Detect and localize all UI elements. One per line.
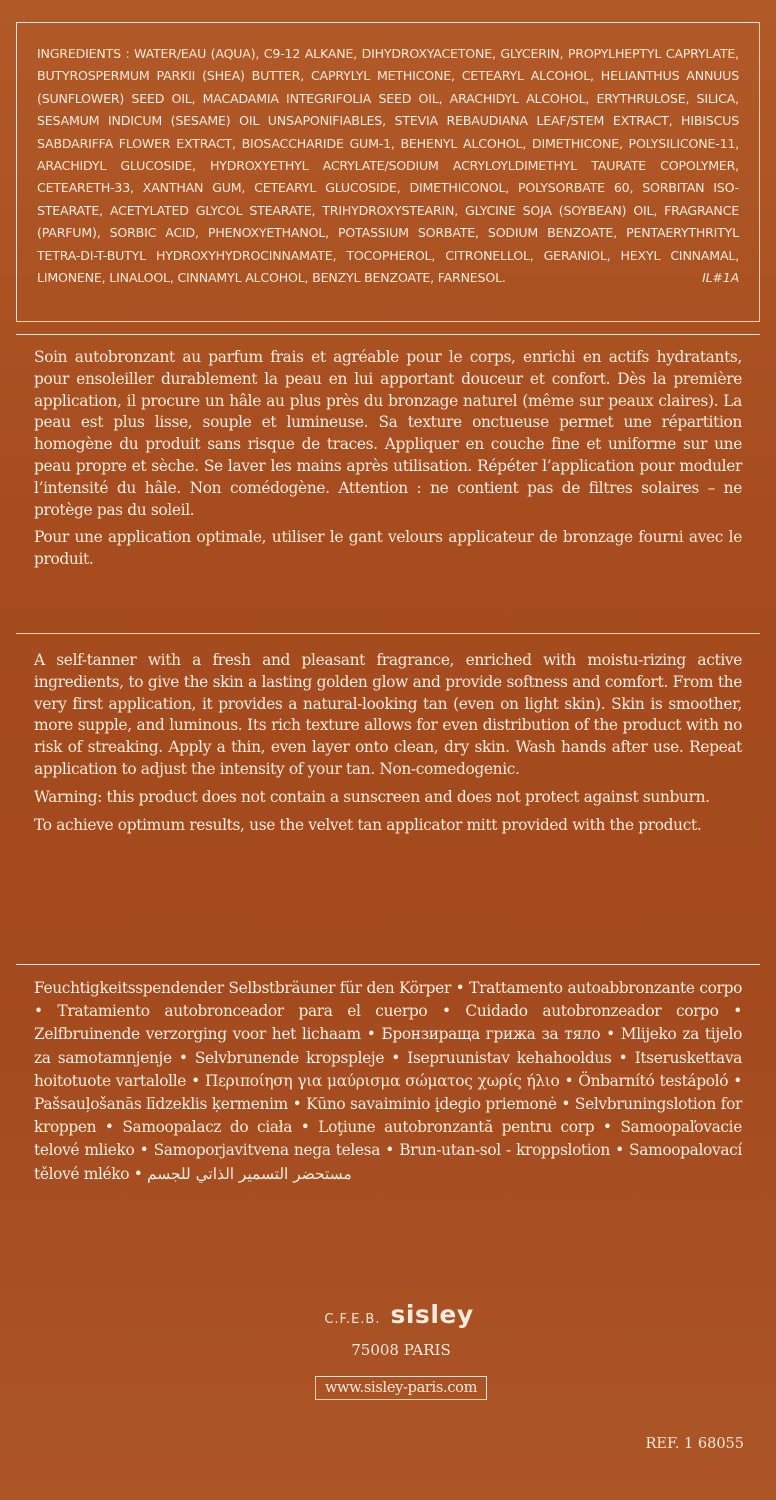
french-section: [16, 334, 760, 571]
french-tip: Pour une application optimale, utiliser le gant velours applicateur de bronzage fourni avec le produit.: [34, 528, 742, 569]
translations-section: [16, 964, 760, 1186]
footer: [0, 1300, 776, 1400]
website-link[interactable]: www.sisley-paris.com: [315, 1376, 487, 1400]
city-address: 75008 PARIS: [351, 1341, 451, 1359]
company-name: C.F.E.B.: [324, 1312, 381, 1327]
english-description: A self-tanner with a fresh and pleasant fragrance, enriched with moistu-rizing active ingredients, to give the skin a lasting golden glow and provide softness and comfort. From the very first application, it provides a natural-looking tan (even on light skin). Skin is smoother, more supple, and luminous. Its rich texture allows for even distribution of the product with no risk of streaking. Apply a thin, even layer onto clean, dry skin. Wash hands after use. Repeat application to adjust the intensity of your tan. Non-comedogenic.: [34, 651, 742, 778]
brand-line: [22, 1300, 776, 1329]
reference-number: REF. 1 68055: [645, 1436, 744, 1452]
english-tip: To achieve optimum results, use the velvet tan applicator mitt provided with the product.: [34, 815, 702, 834]
english-warning: Warning: this product does not contain a sunscreen and does not protect against sunburn.: [34, 787, 710, 806]
sisley-logo: sisley: [390, 1300, 474, 1329]
translations-text: Feuchtigkeitsspendender Selbstbräuner für den Körper • Trattamento autoabbronzante corpo • Tratamiento autobronceador para el cuerpo • Cuidado autobronzeador corpo • Zelfbruinende verzorging voor het lichaam • Бронзираща грижа за тяло • Mlijeko za tijelo za samotamnjenje • Selvbrunende kropspleje • Isepruunistav kehahooldus • Itseruskettava hoitotuote vartalolle • Περιποίηση για μαύρισμα σώματος χωρίς ήλιο • Önbarnító testápoló • Pašsauļošanās līdzeklis ķermenim • Kūno savaiminio įdegio priemonė • Selvbruningslotion for kroppen • Samoopalacz do ciała • Loţiune autobronzantă pentru corp • Samoopaľovacie telové mlieko • Samoporjavitvena nega telesa • Brun-utan-sol - kroppslotion • Samoopalovací tělové mléko • مستحضر التسمير الذاتي للجسم: [34, 979, 742, 1183]
english-section: [16, 633, 760, 836]
ingredients-list: [37, 43, 739, 289]
french-description: Soin autobronzant au parfum frais et agréable pour le corps, enrichi en actifs hydratants, pour ensoleiller durablement la peau en lui apportant douceur et confort. Dès la première application, il procure un hâle au plus près du bronzage naturel (même sur peaux claires). La peau est plus lisse, souple et lumineuse. Sa texture onctueuse permet une répartition homogène du produit sans risque de traces. Appliquer en couche fine et uniforme sur une peau propre et sèche. Se laver les mains après utilisation. Répéter l’application pour moduler l’intensité du hâle. Non comédogène. Attention : ne contient pas de filtres solaires – ne protège pas du soleil.: [34, 348, 742, 519]
ingredients-box: [16, 22, 760, 322]
ingredients-text: INGREDIENTS : WATER/EAU (AQUA), C9-12 ALKANE, DIHYDROXYACETONE, GLYCERIN, PROPYLHEPTYL CAPRYLATE, BUTYROSPERMUM PARKII (SHEA) BUTTER, CAPRYLYL METHICONE, CETEARYL ALCOHOL, HELIANTHUS ANNUUS (SUNFLOWER) SEED OIL, MACADAMIA INTEGRIFOLIA SEED OIL, ARACHIDYL ALCOHOL, ERYTHRULOSE, SILICA, SESAMUM INDICUM (SESAME) OIL UNSAPONIFIABLES, STEVIA REBAUDIANA LEAF/STEM EXTRACT, HIBISCUS SABDARIFFA FLOWER EXTRACT, BIOSACCHARIDE GUM-1, BEHENYL ALCOHOL, DIMETHICONE, POLYSILICONE-11, ARACHIDYL GLUCOSIDE, HYDROXYETHYL ACRYLATE/SODIUM ACRYLOYLDIMETHYL TAURATE COPOLYMER, CETEARETH-33, XANTHAN GUM, CETEARYL GLUCOSIDE, DIMETHICONOL, POLYSORBATE 60, SORBITAN ISO-STEARATE, ACETYLATED GLYCOL STEARATE, TRIHYDROXYSTEARIN, GLYCINE SOJA (SOYBEAN) OIL, FRAGRANCE (PARFUM), SORBIC ACID, PHENOXYETHANOL, POTASSIUM SORBATE, SODIUM BENZOATE, PENTAERYTHRITYL TETRA-DI-T-BUTYL HYDROXYHYDROCINNAMATE, TOCOPHEROL, CITRONELLOL, GERANIOL, HEXYL CINNAMAL, LIMONENE, LINALOOL, CINNAMYL ALCOHOL, BENZYL BENZOATE, FARNESOL.: [37, 46, 739, 286]
batch-code: IL#1A: [702, 270, 739, 286]
